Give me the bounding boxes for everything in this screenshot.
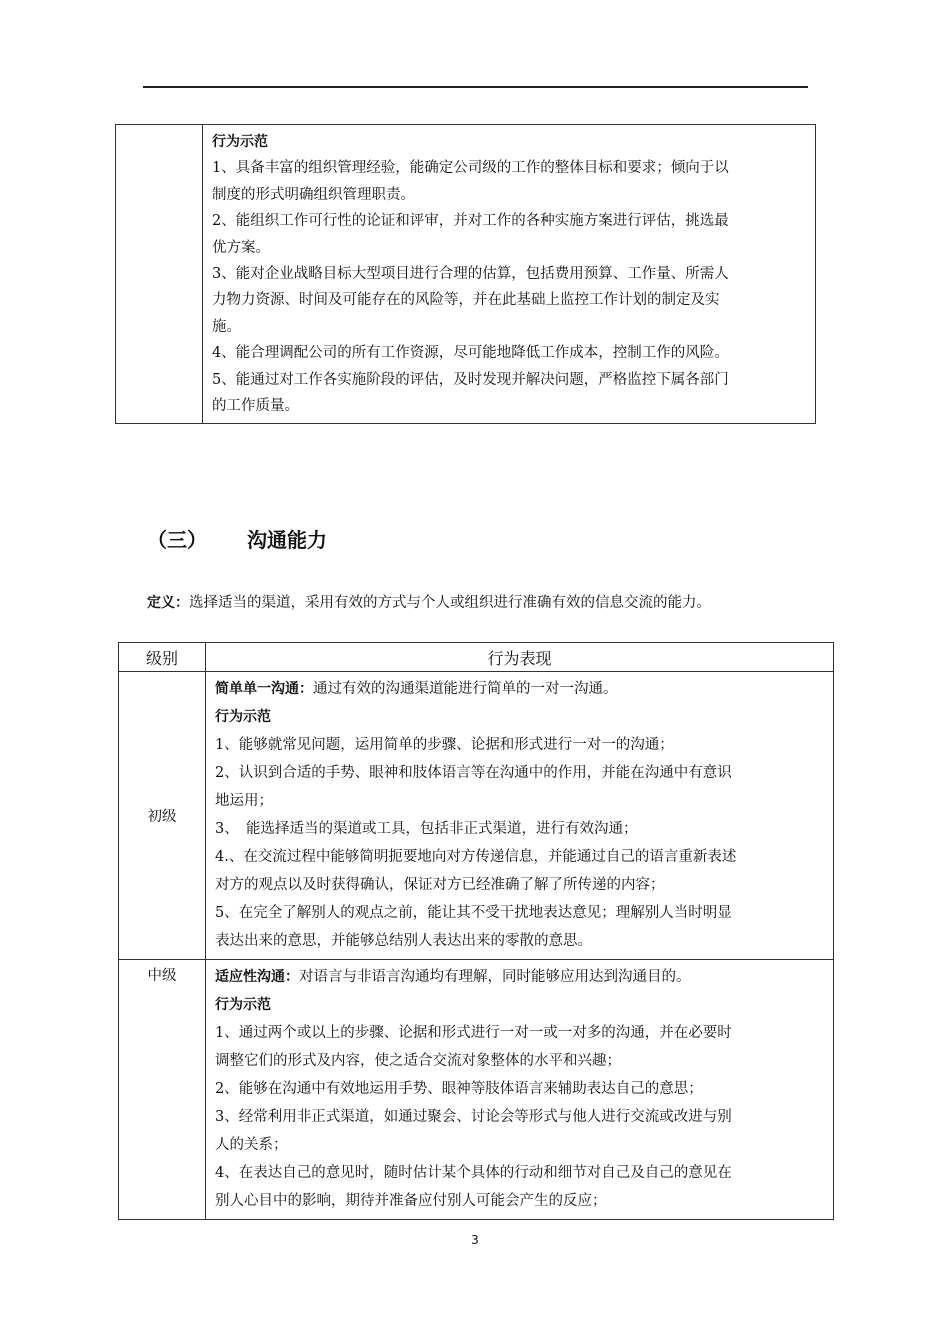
definition bbox=[147, 591, 711, 612]
continued-table bbox=[115, 124, 816, 424]
behavior-line: 4、在表达自己的意见时，随时估计某个具体的行动和细节对自己及自己的意见在 bbox=[215, 1165, 732, 1181]
behavior-line: 2、认识到合适的手势、眼神和肢体语言等在沟通中的作用，并能在沟通中有意识 bbox=[215, 765, 732, 781]
behavior-line: 1、能够就常见问题，运用简单的步骤、论据和形式进行一对一的沟通； bbox=[215, 737, 674, 753]
behavior-cell bbox=[206, 960, 834, 1220]
behavior-line: 1、通过两个或以上的步骤、论据和形式进行一对一或一对多的沟通，并在必要时 bbox=[215, 1025, 732, 1041]
behavior-line: 5、在完全了解别人的观点之前，能让其不受干扰地表达意见；理解别人当时明显 bbox=[215, 905, 732, 921]
definition-text: 选择适当的渠道，采用有效的方式与个人或组织进行准确有效的信息交流的能力。 bbox=[189, 595, 711, 611]
behavior-line: 2、能组织工作可行性的论证和评审，并对工作的各种实施方案进行评估，挑选最 bbox=[212, 213, 729, 230]
behavior-line: 施。 bbox=[212, 318, 241, 335]
behavior-line: 人的关系； bbox=[215, 1137, 288, 1153]
behavior-summary: 通过有效的沟通渠道能进行简单的一对一沟通。 bbox=[313, 681, 618, 697]
behavior-line: 调整它们的形式及内容，使之适合交流对象整体的水平和兴趣； bbox=[215, 1053, 621, 1069]
behavior-line: 对方的观点以及时获得确认，保证对方已经准确了解了所传递的内容； bbox=[215, 877, 665, 893]
behavior-line: 地运用； bbox=[215, 793, 273, 809]
competency-table bbox=[118, 642, 834, 1220]
behavior-title: 简单单一沟通： bbox=[215, 681, 313, 697]
behavior-line: 别人心目中的影响，期待并准备应付别人可能会产生的反应； bbox=[215, 1193, 607, 1209]
section-number: （三） bbox=[147, 528, 207, 552]
column-header-behavior: 行为表现 bbox=[206, 643, 834, 672]
behavior-line: 表达出来的意思，并能够总结别人表达出来的零散的意思。 bbox=[215, 933, 592, 949]
table-row bbox=[116, 125, 816, 424]
behavior-line: 优方案。 bbox=[212, 239, 270, 256]
definition-label: 定义： bbox=[147, 595, 189, 611]
behavior-summary: 对语言与非语言沟通均有理解，同时能够应用达到沟通目的。 bbox=[299, 969, 691, 985]
behavior-heading: 行为示范 bbox=[215, 709, 271, 725]
behavior-cell bbox=[206, 672, 834, 960]
section-name: 沟通能力 bbox=[247, 528, 327, 552]
header-rule bbox=[143, 86, 808, 88]
behavior-line: 3、能对企业战略目标大型项目进行合理的估算，包括费用预算、工作量、所需人 bbox=[212, 266, 729, 283]
behavior-line: 5、能通过对工作各实施阶段的评估，及时发现并解决问题，严格监控下属各部门 bbox=[212, 371, 729, 388]
behavior-line: 4.、在交流过程中能够简明扼要地向对方传递信息，并能通过自己的语言重新表述 bbox=[215, 849, 737, 865]
table-row bbox=[119, 672, 834, 960]
behavior-heading: 行为示范 bbox=[215, 997, 271, 1013]
behavior-cell bbox=[203, 125, 816, 424]
behavior-title: 适应性沟通： bbox=[215, 969, 299, 985]
behavior-line: 1、具备丰富的组织管理经验，能确定公司级的工作的整体目标和要求；倾向于以 bbox=[212, 160, 729, 177]
behavior-line: 4、能合理调配公司的所有工作资源，尽可能地降低工作成本，控制工作的风险。 bbox=[212, 345, 729, 362]
behavior-heading: 行为示范 bbox=[212, 134, 268, 150]
behavior-line: 的工作质量。 bbox=[212, 398, 299, 415]
behavior-line: 2、能够在沟通中有效地运用手势、眼神等肢体语言来辅助表达自己的意思； bbox=[215, 1081, 703, 1097]
table-header-row bbox=[119, 643, 834, 672]
behavior-line: 3、 能选择适当的渠道或工具，包括非正式渠道，进行有效沟通； bbox=[215, 821, 638, 837]
level-cell: 中级 bbox=[119, 960, 206, 1220]
page-number: 3 bbox=[471, 1233, 479, 1247]
level-cell: 初级 bbox=[119, 672, 206, 960]
level-cell-empty bbox=[116, 125, 203, 424]
section-title bbox=[147, 524, 327, 553]
behavior-line: 3、经常利用非正式渠道，如通过聚会、讨论会等形式与他人进行交流或改进与别 bbox=[215, 1109, 732, 1125]
behavior-line: 制度的形式明确组织管理职责。 bbox=[212, 186, 415, 203]
column-header-level: 级别 bbox=[119, 643, 206, 672]
table-row bbox=[119, 960, 834, 1220]
behavior-line: 力物力资源、时间及可能存在的风险等，并在此基础上监控工作计划的制定及实 bbox=[212, 292, 720, 309]
